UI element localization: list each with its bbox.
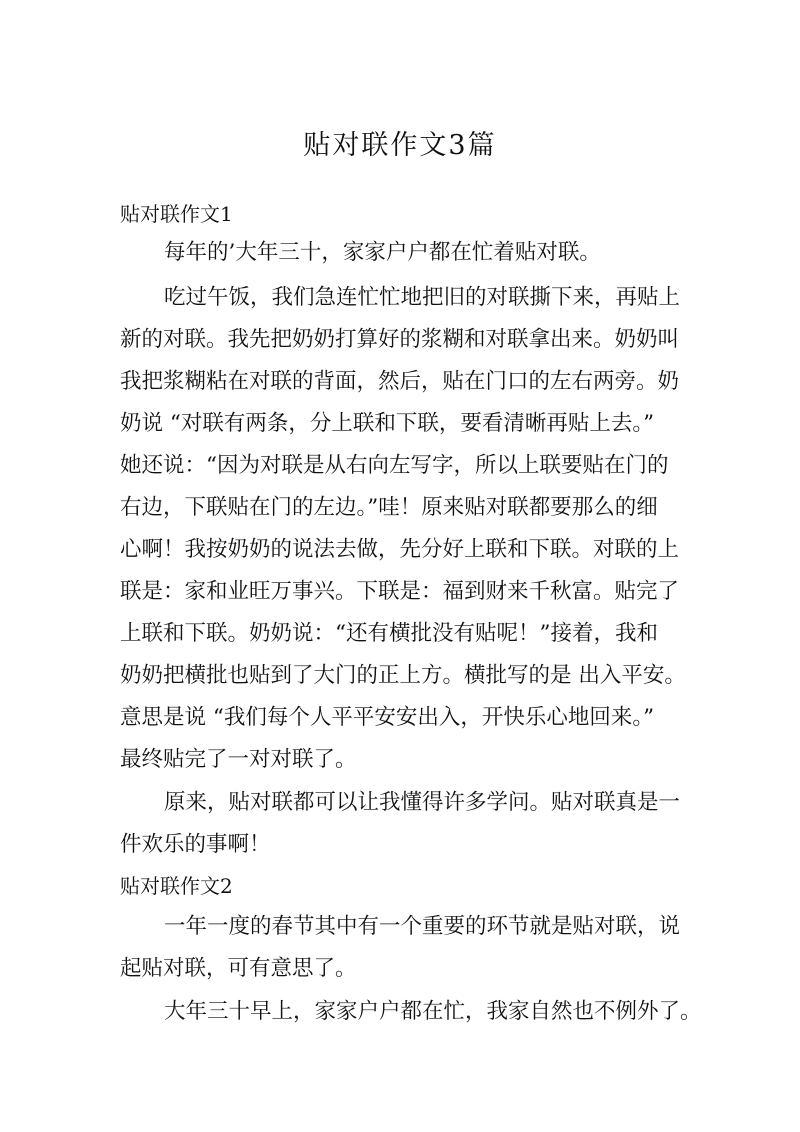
paragraph-line: 意思是说 “我们每个人平平安安出入，开快乐心地回来。” [120,705,655,730]
paragraph-line: 新的对联。我先把奶奶打算好的浆糊和对联拿出来。奶奶叫 [120,327,680,352]
paragraph-line: 上联和下联。奶奶说：“还有横批没有贴呢！”接着，我和 [120,621,658,646]
paragraph-line: 一年一度的春节其中有一个重要的环节就是贴对联，说 [164,914,681,939]
section-heading: 贴对联作文2 [120,874,233,898]
paragraph-line: 我把浆糊粘在对联的背面，然后，贴在门口的左右两旁。奶 [120,369,680,394]
paragraph-line: 每年的’大年三十，家家户户都在忙着贴对联。 [164,240,601,265]
paragraph-line: 原来，贴对联都可以让我懂得许多学问。贴对联真是一 [164,790,681,815]
paragraph-line: 吃过午饭，我们急连忙忙地把旧的对联撕下来，再贴上 [164,285,681,310]
document-title: 贴对联作文3篇 [303,130,497,161]
paragraph-line: 右边，下联贴在门的左边。”哇！原来贴对联都要那么的细 [120,495,658,520]
paragraph-line: 大年三十早上，家家户户都在忙，我家自然也不例外了。 [164,999,702,1024]
paragraph-line: 奶说 “对联有两条，分上联和下联，要看清晰再贴上去。” [120,411,655,436]
paragraph-line: 件欢乐的事啊！ [120,832,271,857]
paragraph-line: 起贴对联，可有意思了。 [120,956,357,981]
paragraph-line: 奶奶把横批也贴到了大门的正上方。横批写的是 出入平安。 [120,663,686,688]
paragraph-line: 联是：家和业旺万事兴。下联是：福到财来千秋富。贴完了 [120,579,680,604]
section-heading: 贴对联作文1 [120,202,233,226]
paragraph-line: 心啊！我按奶奶的说法去做，先分好上联和下联。对联的上 [120,537,680,562]
paragraph-line: 最终贴完了一对对联了。 [120,747,357,772]
paragraph-line: 她还说：“因为对联是从右向左写字，所以上联要贴在门的 [120,453,669,478]
